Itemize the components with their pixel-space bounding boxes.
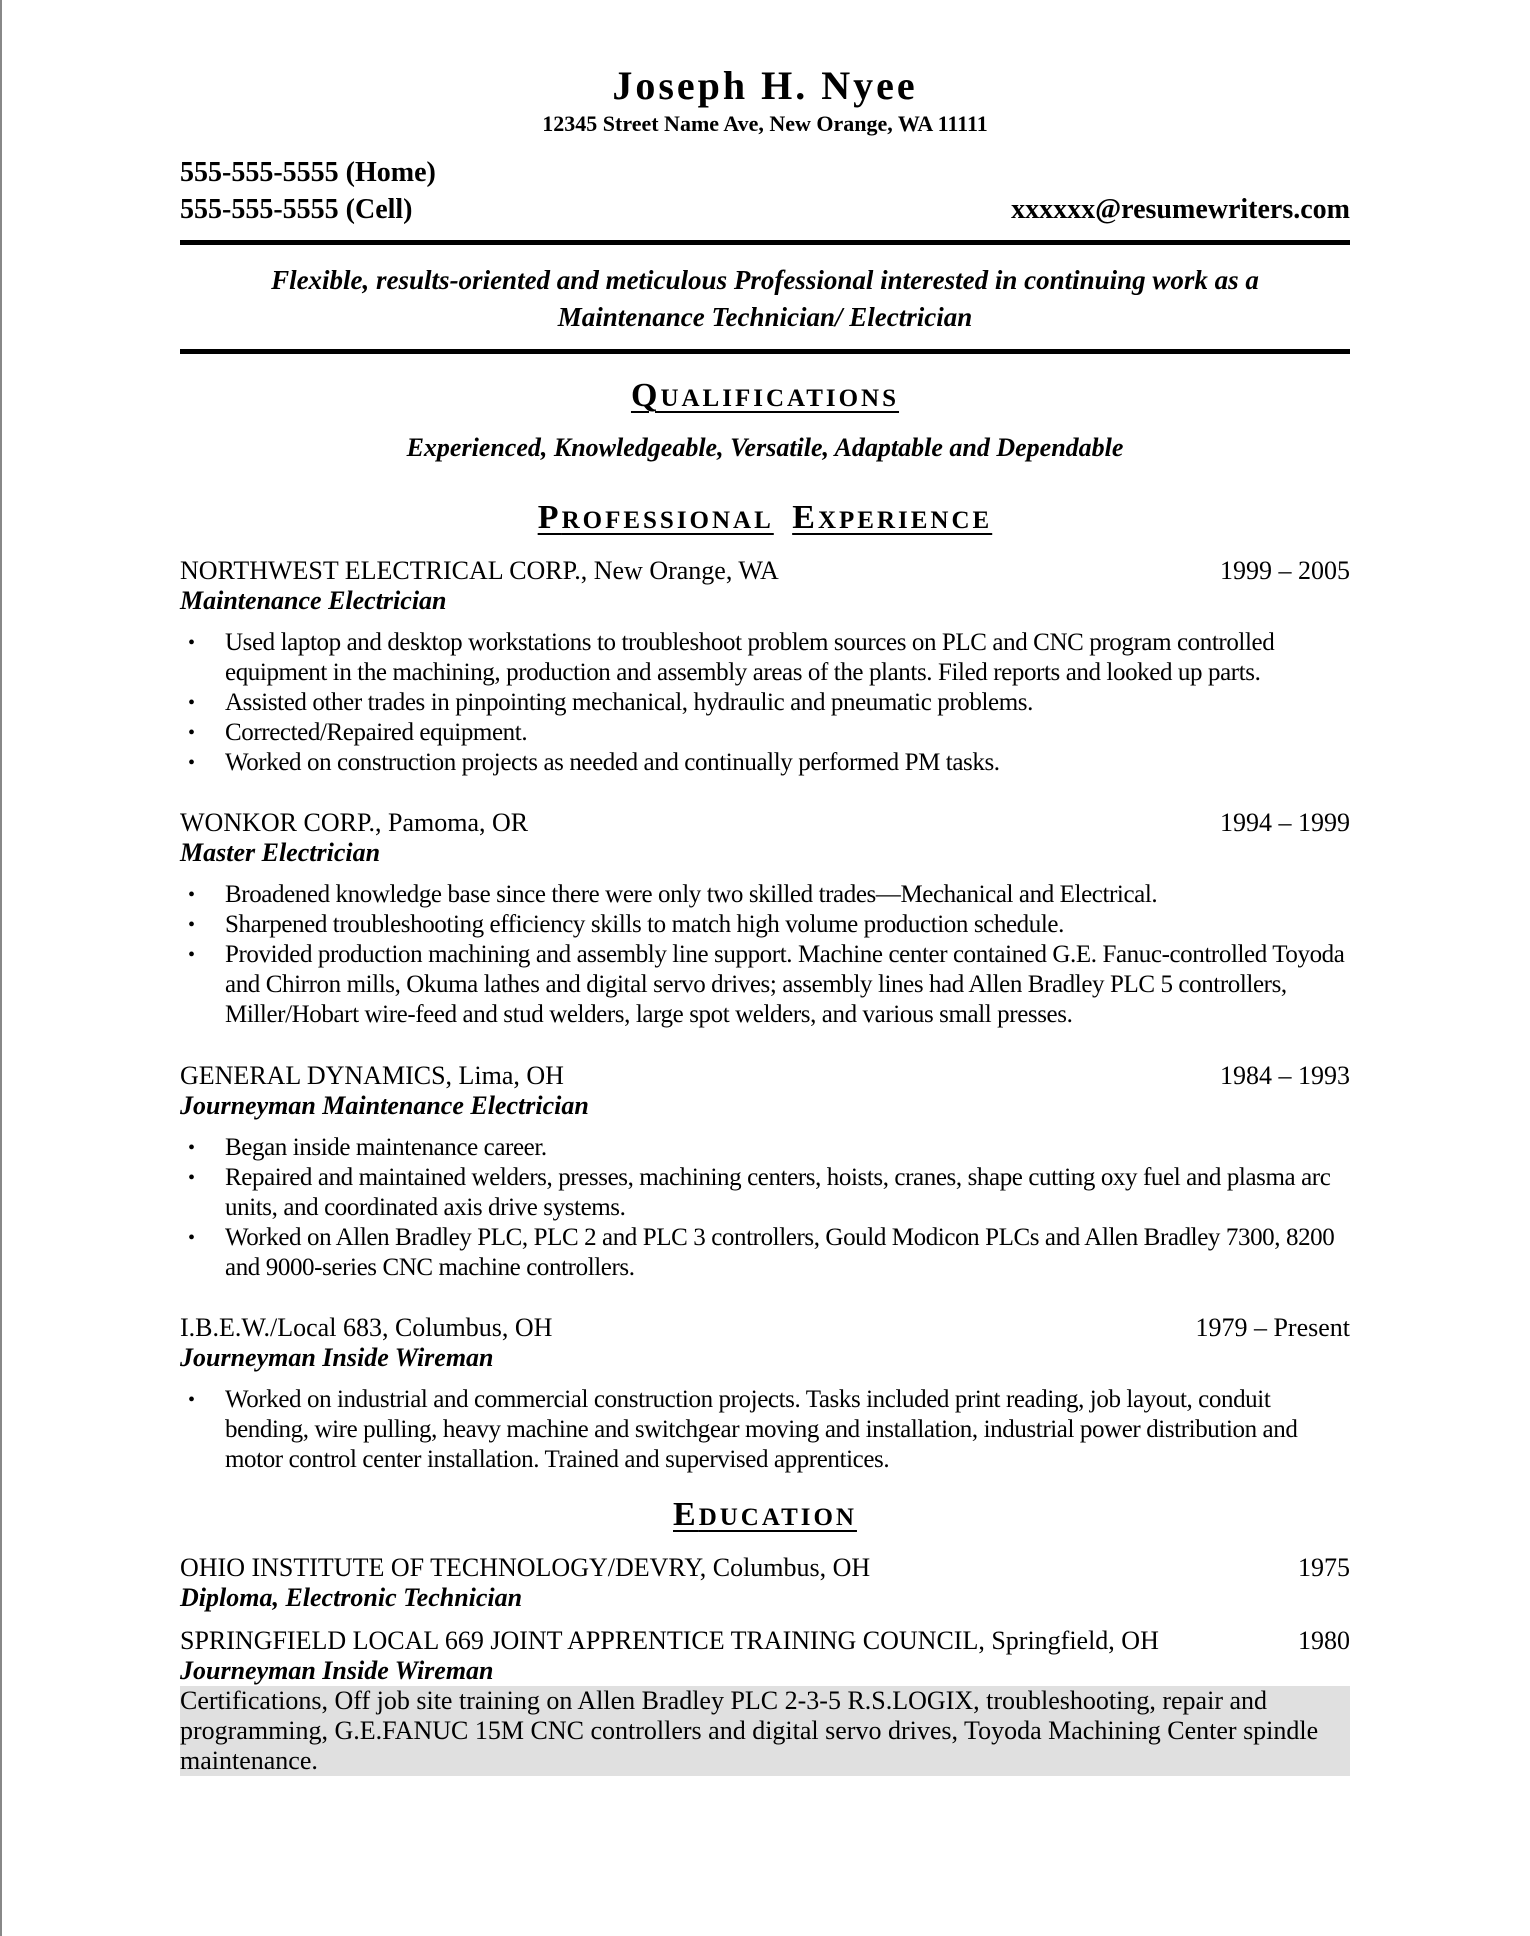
job-bullet: • Broadened knowledge base since there were only two skilled trades—Mechanical and Electrical. (180, 880, 1350, 910)
education-credential: Journeyman Inside Wireman (180, 1656, 494, 1685)
job-company: GENERAL DYNAMICS, Lima, OH (180, 1061, 564, 1090)
job-bullets (180, 1133, 1350, 1283)
candidate-name: Joseph H. Nyee (612, 63, 918, 108)
job-header (180, 1313, 1350, 1343)
certifications-text: Certifications, Off job site training on Allen Bradley PLC 2-3-5 R.S.LOGIX, troubleshooting, repair and programming, G.E.FANUC 15M CNC controllers and digital servo drives, Toyoda Machining Center spindle maintenance. (180, 1686, 1350, 1776)
candidate-address: 12345 Street Name Ave, New Orange, WA 11111 (542, 111, 988, 136)
job-bullet: • Corrected/Repaired equipment. (180, 718, 1350, 748)
job-bullet: • Began inside maintenance career. (180, 1133, 1350, 1163)
objective-divider (180, 349, 1350, 354)
education-year: 1980 (1298, 1626, 1350, 1655)
job-title: Journeyman Maintenance Electrician (180, 1091, 589, 1120)
job-dates: 1999 – 2005 (1220, 556, 1350, 585)
education-credential: Diploma, Electronic Technician (180, 1583, 523, 1612)
education-header (180, 1626, 1350, 1656)
job-dates: 1984 – 1993 (1220, 1061, 1350, 1090)
job-bullet: • Provided production machining and assembly line support. Machine center contained G.E. Fanuc-controlled Toyoda and Chirron mills, Okuma lathes and digital servo drives; assembly lines had Allen Bradley PLC 5 controllers, Miller/Hobart wire-feed and stud welders, large spot welders, and various small presses. (180, 940, 1350, 1030)
job-company: I.B.E.W./Local 683, Columbus, OH (180, 1313, 553, 1342)
job-title: Journeyman Inside Wireman (180, 1343, 494, 1372)
job-header (180, 808, 1350, 838)
job-header (180, 1061, 1350, 1091)
objective-statement (180, 262, 1350, 336)
job-bullet: • Assisted other trades in pinpointing mechanical, hydraulic and pneumatic problems. (180, 688, 1350, 718)
job-bullets (180, 1385, 1350, 1475)
education-heading (180, 1497, 1350, 1536)
qualifications-heading (180, 378, 1350, 417)
education-school: OHIO INSTITUTE OF TECHNOLOGY/DEVRY, Columbus, OH (180, 1553, 871, 1582)
job-bullets (180, 880, 1350, 1030)
email-address: xxxxxx@resumewriters.com (1011, 194, 1350, 225)
job-bullet: • Worked on Allen Bradley PLC, PLC 2 and PLC 3 controllers, Gould Modicon PLCs and Allen Bradley 7300, 8200 and 9000-series CNC machine controllers. (180, 1223, 1350, 1283)
phone-cell: 555-555-5555 (Cell) (180, 194, 413, 225)
heading-initial: Q (630, 377, 661, 414)
heading-initial: P (537, 499, 562, 536)
education-header (180, 1553, 1350, 1583)
heading-initial: E (792, 499, 818, 536)
job-bullet: • Worked on construction projects as needed and continually performed PM tasks. (180, 748, 1350, 778)
job-company: WONKOR CORP., Pamoma, OR (180, 808, 529, 837)
phone-home: 555-555-5555 (Home) (180, 157, 436, 188)
education-school: SPRINGFIELD LOCAL 669 JOINT APPRENTICE TRAINING COUNCIL, Springfield, OH (180, 1626, 1159, 1655)
job-entry (180, 556, 1350, 778)
job-bullets (180, 628, 1350, 778)
job-bullet: • Worked on industrial and commercial construction projects. Tasks included print reading, job layout, conduit bending, wire pulling, heavy machine and switchgear moving and installation, industrial power distribution and motor control center installation. Trained and supervised apprentices. (180, 1385, 1350, 1475)
job-company: NORTHWEST ELECTRICAL CORP., New Orange, WA (180, 556, 779, 585)
objective-line-1: Flexible, results-oriented and meticulous Professional interested in continuing work as a (271, 265, 1259, 295)
job-title: Master Electrician (180, 838, 381, 867)
education-year: 1975 (1298, 1553, 1350, 1582)
experience-heading-word-2: EXPERIENCE (792, 499, 993, 536)
education-entry (180, 1553, 1350, 1613)
experience-heading-word-1: PROFESSIONAL (537, 499, 774, 536)
qualifications-heading-text: QUALIFICATIONS (630, 377, 900, 414)
job-bullet: • Repaired and maintained welders, presses, machining centers, hoists, cranes, shape cutting oxy fuel and plasma arc units, and coordinated axis drive systems. (180, 1163, 1350, 1223)
job-entry (180, 1313, 1350, 1475)
job-dates: 1979 – Present (1195, 1313, 1350, 1342)
heading-initial: E (673, 1496, 699, 1533)
job-entry (180, 1061, 1350, 1283)
objective-line-2: Maintenance Technician/ Electrician (557, 302, 973, 332)
experience-heading (180, 500, 1350, 539)
header-divider (180, 240, 1350, 245)
job-entry (180, 808, 1350, 1030)
education-entry (180, 1626, 1350, 1686)
job-bullet: • Sharpened troubleshooting efficiency skills to match high volume production schedule. (180, 910, 1350, 940)
job-dates: 1994 – 1999 (1220, 808, 1350, 837)
qualifications-summary: Experienced, Knowledgeable, Versatile, Adaptable and Dependable (406, 433, 1124, 462)
job-header (180, 556, 1350, 586)
job-title: Maintenance Electrician (180, 586, 447, 615)
education-heading-text: EDUCATION (673, 1496, 857, 1533)
page-edge (0, 0, 2, 1936)
resume-page (180, 0, 1350, 1936)
job-bullet: • Used laptop and desktop workstations to troubleshoot problem sources on PLC and CNC program controlled equipment in the machining, production and assembly areas of the plants. Filed reports and looked up parts. (180, 628, 1350, 688)
